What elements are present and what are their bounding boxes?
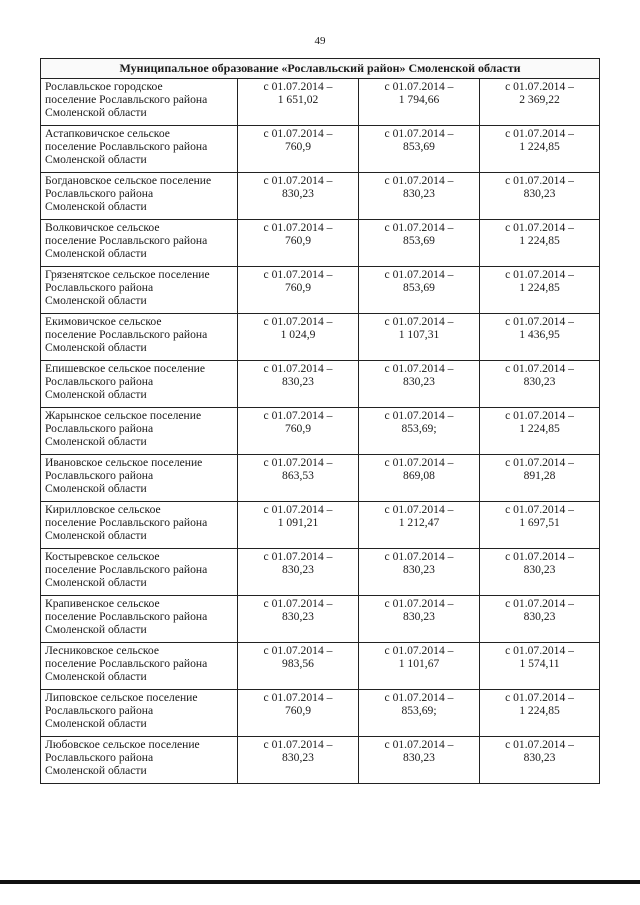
tariff-value-cell <box>359 79 480 126</box>
tariff-amount: 830,23 <box>403 610 435 623</box>
settlement-name-line: Рославльского района <box>45 422 154 435</box>
tariff-value-cell <box>238 173 359 220</box>
tariff-period: с 01.07.2014 – <box>263 738 333 751</box>
tariff-period: с 01.07.2014 – <box>384 409 454 422</box>
tariff-amount: 830,23 <box>282 610 314 623</box>
tariff-period: с 01.07.2014 – <box>384 174 454 187</box>
tariff-value-cell <box>480 596 600 643</box>
table-row <box>41 690 600 737</box>
tariff-amount: 1 697,51 <box>519 516 560 529</box>
settlement-name-cell <box>41 502 238 549</box>
tariff-amount: 830,23 <box>403 187 435 200</box>
tariff-period: с 01.07.2014 – <box>384 503 454 516</box>
tariff-amount: 853,69; <box>401 422 437 435</box>
tariff-period: с 01.07.2014 – <box>263 456 333 469</box>
settlement-name-cell <box>41 173 238 220</box>
tariff-period: с 01.07.2014 – <box>384 644 454 657</box>
settlement-name-line: Рославльского района <box>45 375 154 388</box>
settlement-name-line: Смоленской области <box>45 764 147 777</box>
tariff-period: с 01.07.2014 – <box>505 691 574 704</box>
tariff-amount: 1 107,31 <box>398 328 440 341</box>
tariff-amount: 1 101,67 <box>398 657 440 670</box>
tariff-amount: 1 436,95 <box>519 328 560 341</box>
settlement-name-cell <box>41 126 238 173</box>
settlement-name-line: Волковичское сельское <box>45 221 160 234</box>
settlement-name-cell <box>41 79 238 126</box>
tariff-amount: 830,23 <box>282 187 314 200</box>
settlement-name-cell <box>41 549 238 596</box>
tariff-amount: 760,9 <box>284 140 312 153</box>
tariff-value-cell <box>238 79 359 126</box>
tariff-period: с 01.07.2014 – <box>505 80 574 93</box>
settlement-name-line: Лесниковское сельское <box>45 644 159 657</box>
settlement-name-line: поселение Рославльского района <box>45 328 208 341</box>
tariff-value-cell <box>480 314 600 361</box>
tariff-period: с 01.07.2014 – <box>505 456 574 469</box>
tariff-period: с 01.07.2014 – <box>263 362 333 375</box>
tariff-value-cell <box>238 737 359 784</box>
tariff-period: с 01.07.2014 – <box>505 174 574 187</box>
settlement-name-line: Богдановское сельское поселение <box>45 174 212 187</box>
tariff-period: с 01.07.2014 – <box>263 315 333 328</box>
settlement-name-line: Смоленской области <box>45 670 147 683</box>
tariff-amount: 830,23 <box>523 563 556 576</box>
tariff-period: с 01.07.2014 – <box>263 550 333 563</box>
tariff-value-cell <box>238 267 359 314</box>
tariff-table <box>40 58 600 784</box>
settlement-name-line: Рославльского района <box>45 281 154 294</box>
settlement-name-cell <box>41 455 238 502</box>
tariff-period: с 01.07.2014 – <box>384 127 454 140</box>
tariff-period: с 01.07.2014 – <box>263 127 333 140</box>
tariff-value-cell <box>359 737 480 784</box>
tariff-amount: 2 369,22 <box>519 93 560 106</box>
tariff-period: с 01.07.2014 – <box>505 550 574 563</box>
tariff-value-cell <box>238 690 359 737</box>
settlement-name-cell <box>41 361 238 408</box>
tariff-value-cell <box>359 690 480 737</box>
settlement-name-line: Смоленской области <box>45 153 147 166</box>
settlement-name-line: поселение Рославльского района <box>45 516 208 529</box>
tariff-value-cell <box>359 643 480 690</box>
tariff-amount: 1 574,11 <box>519 657 560 670</box>
settlement-name-line: Смоленской области <box>45 576 147 589</box>
tariff-amount: 830,23 <box>523 187 556 200</box>
table-row <box>41 549 600 596</box>
tariff-amount: 830,23 <box>523 751 556 764</box>
municipality-header: Муниципальное образование «Рославльский район» Смоленской области <box>41 59 600 79</box>
tariff-period: с 01.07.2014 – <box>505 315 574 328</box>
settlement-name-cell <box>41 690 238 737</box>
tariff-value-cell <box>238 220 359 267</box>
settlement-name-line: поселение Рославльского района <box>45 234 208 247</box>
tariff-amount: 1 224,85 <box>519 704 560 717</box>
tariff-value-cell <box>480 79 600 126</box>
settlement-name-line: поселение Рославльского района <box>45 93 208 106</box>
tariff-value-cell <box>238 408 359 455</box>
tariff-amount: 1 224,85 <box>519 140 560 153</box>
tariff-value-cell <box>359 361 480 408</box>
tariff-amount: 760,9 <box>284 234 312 247</box>
tariff-value-cell <box>480 361 600 408</box>
tariff-value-cell <box>359 596 480 643</box>
tariff-amount: 830,23 <box>403 375 435 388</box>
tariff-value-cell <box>480 408 600 455</box>
settlement-name-line: Смоленской области <box>45 717 147 730</box>
tariff-value-cell <box>480 455 600 502</box>
tariff-period: с 01.07.2014 – <box>505 503 574 516</box>
tariff-value-cell <box>359 502 480 549</box>
tariff-period: с 01.07.2014 – <box>505 362 574 375</box>
tariff-value-cell <box>359 314 480 361</box>
tariff-period: с 01.07.2014 – <box>384 315 454 328</box>
tariff-amount: 1 651,02 <box>277 93 319 106</box>
tariff-value-cell <box>359 408 480 455</box>
settlement-name-line: Грязенятское сельское поселение <box>45 268 210 281</box>
tariff-value-cell <box>480 126 600 173</box>
tariff-amount: 1 224,85 <box>519 281 560 294</box>
tariff-value-cell <box>238 502 359 549</box>
settlement-name-line: Смоленской области <box>45 435 147 448</box>
tariff-amount: 830,23 <box>282 751 314 764</box>
table-row <box>41 314 600 361</box>
tariff-amount: 1 224,85 <box>519 422 560 435</box>
tariff-period: с 01.07.2014 – <box>263 409 333 422</box>
tariff-amount: 830,23 <box>282 375 314 388</box>
settlement-name-line: Рославльского района <box>45 751 154 764</box>
tariff-amount: 1 224,85 <box>519 234 560 247</box>
tariff-amount: 830,23 <box>523 610 556 623</box>
table-header-row <box>41 59 600 79</box>
settlement-name-line: Рославльского района <box>45 469 154 482</box>
tariff-period: с 01.07.2014 – <box>505 127 574 140</box>
tariff-amount: 830,23 <box>282 563 314 576</box>
tariff-amount: 891,28 <box>523 469 556 482</box>
tariff-value-cell <box>359 126 480 173</box>
tariff-period: с 01.07.2014 – <box>263 644 333 657</box>
tariff-value-cell <box>238 549 359 596</box>
bottom-rule <box>0 880 640 884</box>
settlement-name-line: Рославльского района <box>45 187 154 200</box>
tariff-amount: 760,9 <box>284 422 312 435</box>
settlement-name-line: Крапивенское сельское <box>45 597 160 610</box>
tariff-amount: 830,23 <box>523 375 556 388</box>
settlement-name-line: Смоленской области <box>45 529 147 542</box>
table-row <box>41 126 600 173</box>
tariff-amount: 1 024,9 <box>280 328 316 341</box>
tariff-value-cell <box>480 173 600 220</box>
tariff-period: с 01.07.2014 – <box>505 221 574 234</box>
tariff-period: с 01.07.2014 – <box>384 80 454 93</box>
tariff-period: с 01.07.2014 – <box>384 362 454 375</box>
tariff-period: с 01.07.2014 – <box>505 644 574 657</box>
table-row <box>41 502 600 549</box>
tariff-amount: 1 212,47 <box>398 516 440 529</box>
table-row <box>41 408 600 455</box>
tariff-period: с 01.07.2014 – <box>384 268 454 281</box>
tariff-amount: 853,69 <box>403 140 435 153</box>
tariff-period: с 01.07.2014 – <box>263 80 333 93</box>
tariff-value-cell <box>480 549 600 596</box>
tariff-value-cell <box>480 690 600 737</box>
tariff-period: с 01.07.2014 – <box>505 597 574 610</box>
tariff-amount: 869,08 <box>403 469 435 482</box>
settlement-name-line: Смоленской области <box>45 294 147 307</box>
table-row <box>41 361 600 408</box>
tariff-period: с 01.07.2014 – <box>384 738 454 751</box>
settlement-name-line: Смоленской области <box>45 200 147 213</box>
tariff-value-cell <box>359 455 480 502</box>
tariff-value-cell <box>480 267 600 314</box>
tariff-value-cell <box>359 173 480 220</box>
settlement-name-line: Астапковичское сельское <box>45 127 170 140</box>
settlement-name-line: Ивановское сельское поселение <box>45 456 203 469</box>
settlement-name-cell <box>41 737 238 784</box>
tariff-period: с 01.07.2014 – <box>263 221 333 234</box>
tariff-value-cell <box>359 549 480 596</box>
tariff-amount: 1 091,21 <box>277 516 319 529</box>
tariff-value-cell <box>238 455 359 502</box>
tariff-period: с 01.07.2014 – <box>384 456 454 469</box>
tariff-period: с 01.07.2014 – <box>263 691 333 704</box>
tariff-period: с 01.07.2014 – <box>505 268 574 281</box>
settlement-name-cell <box>41 220 238 267</box>
tariff-amount: 853,69 <box>403 281 435 294</box>
table-body <box>41 59 600 784</box>
tariff-period: с 01.07.2014 – <box>384 597 454 610</box>
tariff-period: с 01.07.2014 – <box>263 503 333 516</box>
tariff-value-cell <box>480 220 600 267</box>
settlement-name-line: поселение Рославльского района <box>45 563 208 576</box>
table-row <box>41 455 600 502</box>
tariff-period: с 01.07.2014 – <box>384 691 454 704</box>
settlement-name-cell <box>41 408 238 455</box>
tariff-amount: 760,9 <box>284 281 312 294</box>
tariff-period: с 01.07.2014 – <box>384 550 454 563</box>
settlement-name-line: Епишевское сельское поселение <box>45 362 206 375</box>
tariff-period: с 01.07.2014 – <box>263 597 333 610</box>
settlement-name-line: Костыревское сельское <box>45 550 160 563</box>
settlement-name-line: Рославльское городское <box>45 80 163 93</box>
table-row <box>41 737 600 784</box>
tariff-amount: 760,9 <box>284 704 312 717</box>
settlement-name-line: Любовское сельское поселение <box>45 738 200 751</box>
tariff-period: с 01.07.2014 – <box>505 409 574 422</box>
settlement-name-line: поселение Рославльского района <box>45 140 208 153</box>
tariff-period: с 01.07.2014 – <box>505 738 574 751</box>
settlement-name-cell <box>41 314 238 361</box>
tariff-amount: 853,69; <box>401 704 437 717</box>
tariff-period: с 01.07.2014 – <box>263 174 333 187</box>
tariff-amount: 1 794,66 <box>398 93 440 106</box>
tariff-value-cell <box>238 126 359 173</box>
settlement-name-line: поселение Рославльского района <box>45 610 208 623</box>
tariff-value-cell <box>480 737 600 784</box>
settlement-name-cell <box>41 596 238 643</box>
table-row <box>41 643 600 690</box>
tariff-amount: 830,23 <box>403 563 435 576</box>
settlement-name-line: Смоленской области <box>45 106 147 119</box>
tariff-value-cell <box>238 361 359 408</box>
tariff-amount: 830,23 <box>403 751 435 764</box>
settlement-name-line: Жарынское сельское поселение <box>45 409 202 422</box>
tariff-value-cell <box>359 220 480 267</box>
settlement-name-line: Смоленской области <box>45 341 147 354</box>
tariff-amount: 863,53 <box>282 469 314 482</box>
table-row <box>41 173 600 220</box>
settlement-name-line: Смоленской области <box>45 388 147 401</box>
tariff-period: с 01.07.2014 – <box>384 221 454 234</box>
tariff-amount: 983,56 <box>282 657 314 670</box>
table-row <box>41 267 600 314</box>
settlement-name-cell <box>41 643 238 690</box>
tariff-value-cell <box>238 596 359 643</box>
table-row <box>41 79 600 126</box>
table-row <box>41 596 600 643</box>
settlement-name-cell <box>41 267 238 314</box>
table-row <box>41 220 600 267</box>
tariff-value-cell <box>480 502 600 549</box>
settlement-name-line: Екимовичское сельское <box>45 315 162 328</box>
page-number: 49 <box>314 35 326 47</box>
settlement-name-line: Кирилловское сельское <box>45 503 161 516</box>
tariff-amount: 853,69 <box>403 234 435 247</box>
settlement-name-line: поселение Рославльского района <box>45 657 208 670</box>
tariff-value-cell <box>480 643 600 690</box>
settlement-name-line: Рославльского района <box>45 704 154 717</box>
tariff-value-cell <box>238 314 359 361</box>
settlement-name-line: Смоленской области <box>45 623 147 636</box>
tariff-value-cell <box>238 643 359 690</box>
tariff-value-cell <box>359 267 480 314</box>
settlement-name-line: Смоленской области <box>45 482 147 495</box>
settlement-name-line: Смоленской области <box>45 247 147 260</box>
tariff-period: с 01.07.2014 – <box>263 268 333 281</box>
settlement-name-line: Липовское сельское поселение <box>45 691 198 704</box>
